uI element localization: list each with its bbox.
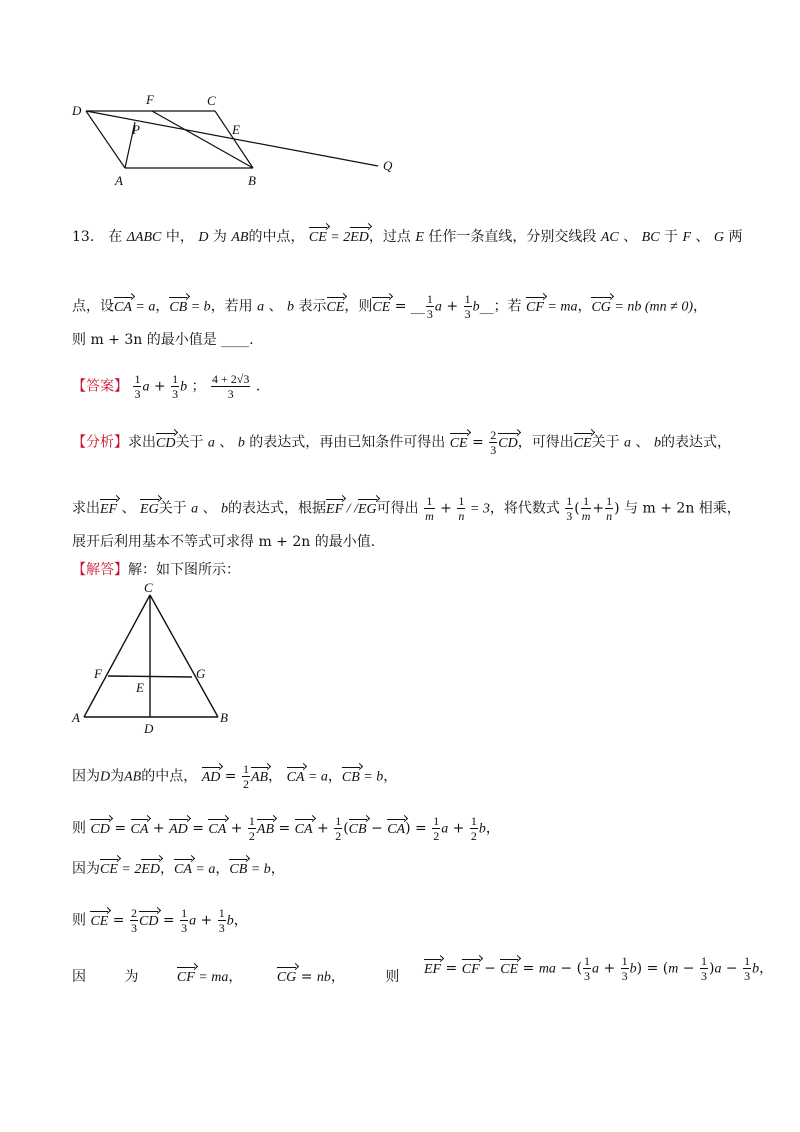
text: 、	[623, 229, 638, 245]
text: ，	[160, 861, 175, 877]
text: 因为	[72, 861, 100, 877]
text: = 2	[326, 230, 351, 245]
text: 、	[268, 298, 283, 315]
point-label-F: F	[94, 666, 102, 681]
solution-line-3	[72, 858, 285, 880]
point-label-D: D	[72, 103, 82, 118]
var-BC: BC	[641, 230, 660, 245]
fraction: $\frac{1}{2}$	[243, 762, 249, 791]
fraction: $\frac{1}{2}$	[433, 814, 440, 843]
vector-CA: CA	[208, 818, 226, 840]
vector-CA: CA	[114, 296, 132, 318]
var-b: b	[478, 821, 486, 837]
var-a: a	[257, 299, 265, 315]
var-b: b	[221, 501, 229, 517]
fraction: $\frac{1}{3}$	[744, 954, 751, 983]
point-label-Q: Q	[383, 158, 393, 173]
text: 关于	[591, 434, 620, 451]
text: 则	[72, 912, 86, 929]
fraction: $\frac{1}{3}$	[426, 292, 433, 321]
point-label-A: A	[72, 710, 80, 725]
vector-CD: CD	[90, 818, 109, 840]
vector-EF: EF	[424, 958, 441, 980]
answer-line: 【答案】 $\frac{1}{3}$ a + $\frac{1}{3}$ b ； $\frac{4 + 2√3}{3}$ .	[72, 372, 261, 401]
text: 求出	[72, 500, 100, 517]
problem-line-2: 点，设CA = a，CB = b，若用 a 、 b 表示CE，则CE = __ $\frac{1}{3}$ a + $\frac{1}{3}$ b__；若 CF = ma，CG = nb (mn ≠ 0)，	[72, 292, 707, 321]
text: 则	[72, 820, 86, 837]
fraction: $\frac{4 + 2√3}{3}$	[212, 372, 250, 401]
text: = b	[187, 299, 211, 315]
text: 因	[72, 969, 86, 985]
var-b: b	[472, 299, 480, 315]
fraction: $\frac{1}{3}$	[464, 292, 471, 321]
vector-CB: CB	[229, 858, 247, 880]
var-a: a	[434, 299, 442, 315]
vector-ED: ED	[350, 226, 369, 248]
text: / /	[343, 501, 358, 517]
text: = a	[191, 862, 216, 877]
text: 点，设	[72, 298, 114, 315]
text: ，将代数式	[489, 500, 560, 517]
var-b: b	[226, 913, 234, 929]
text: ；	[191, 378, 206, 395]
fraction: $\frac{1}{3}$	[172, 372, 179, 401]
text: = b	[359, 769, 384, 785]
text: 可得出	[376, 500, 419, 517]
problem-line-3: 则 m + 3n 的最小值是 ____.	[72, 332, 254, 348]
vector-EG: EG	[140, 498, 159, 520]
text: 求出	[128, 434, 156, 451]
text: 在	[108, 229, 123, 245]
text: = ma	[543, 299, 578, 315]
var-AB: AB	[124, 769, 142, 785]
problem-line-1	[72, 226, 742, 248]
fraction: $\frac{2}{3}$	[130, 906, 137, 935]
fraction: $\frac{1}{3}$	[566, 494, 573, 523]
var-E: E	[415, 230, 424, 245]
analysis-line-3: 展开后利用基本不等式可求得 m + 2n 的最小值.	[72, 534, 376, 550]
vector-CE: CE	[450, 432, 468, 454]
point-label-A: A	[115, 173, 123, 188]
vector-CE: CE	[372, 296, 390, 318]
text: = a	[131, 299, 156, 315]
fraction: $\frac{1}{2}$	[470, 814, 477, 843]
parallelogram-figure	[60, 90, 410, 190]
text: 中，	[165, 229, 194, 245]
var-a: a	[207, 435, 215, 451]
vector-CA: CA	[131, 818, 149, 840]
text: ，	[383, 768, 398, 785]
solution-label: 【解答】	[72, 562, 128, 578]
blank: __	[410, 298, 425, 315]
fraction: $\frac{1}{2}$	[335, 814, 342, 843]
fraction: $\frac{1}{3}$	[218, 906, 225, 935]
text: 、	[121, 500, 136, 517]
vector-CE: CE	[574, 432, 592, 454]
fraction: $\frac{1}{3}$	[621, 954, 628, 983]
text: 表示	[298, 298, 327, 315]
text: .	[255, 378, 261, 395]
text: 、	[202, 500, 217, 517]
solution-intro	[72, 560, 240, 580]
solution-line-4: 则 CE = $\frac{2}{3}$ CD = $\frac{1}{3}$ a + $\frac{1}{3}$ b，	[72, 906, 248, 935]
vector-AB: AB	[251, 766, 268, 788]
solution-line-2: 则 CD = CA + AD = CA + $\frac{1}{2}$ AB = CA + $\frac{1}{2}$ (CB − CA) = $\frac{1}{2}$ a + $\frac{1}{2}$ b，	[72, 814, 500, 843]
point-label-B: B	[220, 710, 228, 725]
text: 于	[663, 229, 678, 245]
var-a: a	[624, 435, 632, 451]
vector-CB: CB	[349, 818, 367, 840]
fraction: $\frac{1}{3}$	[701, 954, 707, 983]
analysis-line-1: 【分析】求出CD关于 a 、 b 的表达式，再由已知条件可得出 CE = $\frac{2}{3}$ CD，可得出CE关于 a 、 b的表达式，	[72, 428, 731, 457]
blank: __；若	[479, 298, 522, 315]
var-D: D	[198, 230, 209, 245]
fraction: $\frac{1}{m}$	[581, 494, 591, 523]
analysis-line-2: 求出EF 、 EG关于 a 、 b的表达式，根据EF / /EG可得出 $\frac{1}{m}$ + $\frac{1}{n}$ = 3，将代数式 $\frac{1}{3}$ ( $\frac{1}{m}$ + $\frac{1}{n}$ ) 与 m + 2n 相乘，	[72, 494, 741, 523]
vector-AD: AD	[169, 818, 188, 840]
fraction: $\frac{1}{3}$	[584, 954, 591, 983]
var-b: b	[653, 435, 661, 451]
text: 为	[110, 768, 125, 785]
solution-line-5: 因 为 CF = ma， CG = nb， 则	[72, 966, 399, 988]
text: = nb (mn ≠ 0)	[610, 299, 693, 315]
var-a: a	[714, 961, 722, 977]
vector-CD: CD	[498, 432, 517, 454]
fraction: $\frac{1}{n}$	[458, 494, 465, 523]
var-b: b	[752, 961, 760, 977]
point-label-E: E	[232, 122, 240, 137]
text: 的表达式，	[660, 434, 731, 451]
vector-CF: CF	[526, 296, 544, 318]
text: = ma	[194, 970, 229, 985]
text: 、	[695, 229, 710, 245]
vector-CE: CE	[327, 296, 345, 318]
fraction: $\frac{1}{3}$	[134, 372, 141, 401]
vector-CA: CA	[287, 766, 305, 788]
text: 则	[385, 969, 400, 985]
text: ，	[268, 768, 283, 785]
answer-label: 【答案】	[72, 378, 128, 395]
text: = b	[247, 862, 271, 877]
text: ，	[330, 969, 345, 985]
text: 的表达式，根据	[228, 500, 327, 517]
vector-CB: CB	[169, 296, 187, 318]
vector-CA: CA	[295, 818, 313, 840]
point-label-F: F	[146, 92, 154, 107]
vector-CA: CA	[174, 858, 192, 880]
text: 解：如下图所示：	[128, 562, 240, 578]
vector-ED: ED	[141, 858, 160, 880]
text: 、	[219, 434, 234, 451]
text: ，	[233, 912, 248, 929]
var-a: a	[592, 961, 600, 977]
vector-CG: CG	[591, 296, 610, 318]
text: = a	[304, 769, 328, 785]
vector-CE: CE	[90, 910, 108, 932]
vector-EF: EF	[100, 498, 117, 520]
vector-AB: AB	[257, 818, 274, 840]
vector-CE: CE	[309, 226, 327, 248]
fraction: $\frac{1}{3}$	[181, 906, 188, 935]
var-a: a	[191, 501, 199, 517]
fraction: $\frac{2}{3}$	[490, 428, 497, 457]
point-label-D: D	[144, 721, 154, 736]
vector-CB: CB	[342, 766, 360, 788]
text: 的中点，	[248, 229, 305, 245]
vector-CD: CD	[156, 432, 175, 454]
text: 关于	[175, 434, 204, 451]
text: ，则	[344, 298, 373, 315]
text: ，若用	[210, 298, 253, 315]
var-b: b	[180, 379, 188, 395]
fraction: $\frac{1}{m}$	[425, 494, 434, 523]
vector-CE: CE	[500, 958, 518, 980]
text: =	[220, 768, 241, 785]
text: 为	[212, 229, 227, 245]
point-label-E: E	[136, 680, 144, 695]
point-label-C: C	[207, 93, 216, 108]
var-b: b	[629, 961, 637, 977]
vector-CF: CF	[462, 958, 480, 980]
var-G: G	[713, 230, 725, 245]
text: 为	[124, 969, 139, 985]
vector-CD: CD	[139, 910, 158, 932]
point-label-C: C	[144, 580, 153, 595]
point-label-P: P	[132, 122, 140, 137]
var-AB: AB	[231, 230, 249, 245]
text: ，	[228, 969, 243, 985]
text: = 3	[466, 501, 490, 517]
text: 因为	[72, 768, 100, 785]
text: ，	[270, 861, 285, 877]
vector-CG: CG	[277, 966, 296, 988]
text: 与 m + 2n 相乘，	[624, 500, 741, 517]
solution-line-5-formula: EF = CF − CE = ma − ( $\frac{1}{3}$ a + $\frac{1}{3}$ b) = (m − $\frac{1}{3}$ )a − $\frac{1}{3}$ b，	[424, 954, 774, 983]
fraction: $\frac{1}{n}$	[606, 494, 613, 523]
text: 、	[635, 434, 650, 451]
triangle-figure	[66, 580, 246, 740]
triangle-abc: ΔABC	[126, 230, 162, 245]
var-b: b	[237, 435, 245, 451]
text: 任作一条直线，分别交线段	[428, 229, 597, 245]
var-AC: AC	[600, 230, 619, 245]
solution-line-1	[72, 762, 397, 791]
fraction: $\frac{1}{2}$	[248, 814, 255, 843]
point-label-G: G	[196, 666, 206, 681]
point-label-B: B	[248, 173, 256, 188]
vector-AD: AD	[202, 766, 221, 788]
text: 关于	[158, 500, 187, 517]
text: ，	[327, 768, 342, 785]
analysis-label: 【分析】	[72, 434, 128, 451]
vector-EG: EG	[358, 498, 377, 520]
problem-number: 13．	[72, 229, 104, 245]
text: 两	[728, 229, 743, 245]
text: 的中点，	[141, 768, 198, 785]
text: ，	[759, 960, 774, 977]
vector-CE: CE	[100, 858, 118, 880]
var-a: a	[441, 821, 449, 837]
var-F: F	[682, 230, 691, 245]
vector-EF: EF	[326, 498, 343, 520]
var-a: a	[142, 379, 150, 395]
var-D: D	[100, 769, 111, 785]
text: 的表达式，再由已知条件可得出	[249, 434, 446, 451]
text: ，过点	[368, 229, 411, 245]
text: = 2	[117, 862, 142, 877]
var-a: a	[189, 913, 197, 929]
var-b: b	[287, 299, 295, 315]
text: ，	[215, 861, 230, 877]
text: ，可得出	[517, 434, 574, 451]
vector-CF: CF	[177, 966, 195, 988]
vector-CA: CA	[387, 818, 405, 840]
text: ，	[485, 820, 500, 837]
